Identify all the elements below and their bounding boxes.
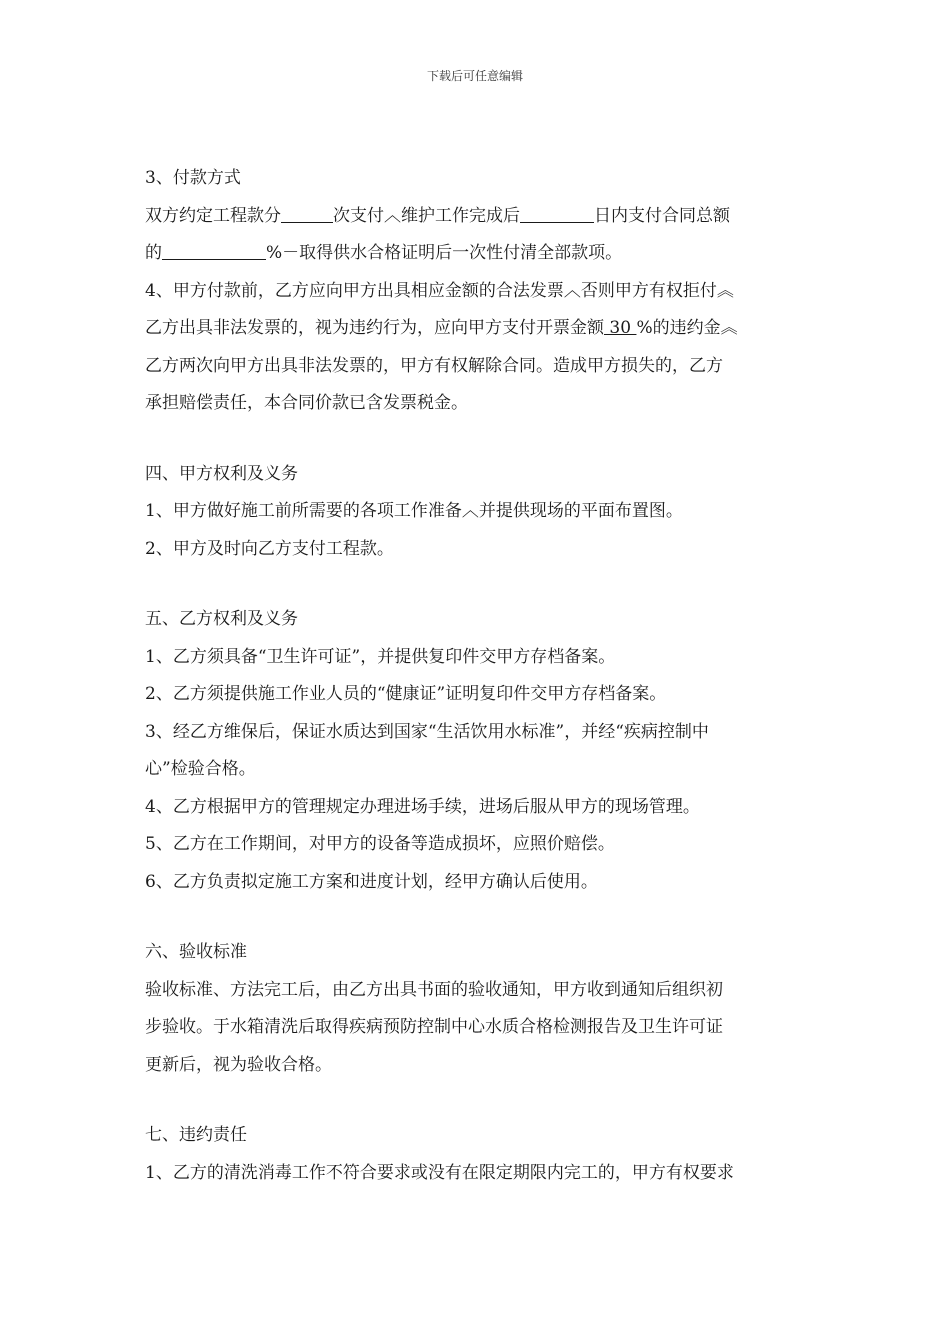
section-title-acceptance: 六、验收标准 — [145, 942, 247, 962]
blank-installments[interactable] — [281, 202, 333, 223]
page-header: 下载后可任意编辑 — [426, 69, 523, 83]
invoice-line-1: 4、甲方付款前，乙方应向甲方出具相应金额的合法发票︿否则甲方有权拒付︽ — [145, 280, 734, 301]
document-body — [145, 160, 810, 1192]
payment-line-1 — [145, 198, 810, 236]
section-title-party-b: 五、乙方权利及义务 — [145, 609, 298, 629]
penalty-percent: 30 — [604, 318, 637, 338]
party-a-item: 2、甲方及时向乙方支付工程款。 — [145, 538, 394, 559]
invoice-text: %的违约金︽ — [636, 318, 738, 338]
party-b-item: 3、经乙方维保后，保证水质达到国家“生活饮用水标准”，并经“疾病控制中 — [145, 721, 709, 742]
acceptance-line: 验收标准、方法完工后，由乙方出具书面的验收通知，甲方收到通知后组织初 — [145, 979, 723, 1000]
payment-text: 次支付︿维护工作完成后 — [333, 205, 520, 226]
liability-line: 1、乙方的清洗消毒工作不符合要求或没有在限定期限内完工的，甲方有权要求 — [145, 1162, 734, 1183]
payment-text: 日内支付合同总额 — [594, 205, 730, 226]
party-b-item: 2、乙方须提供施工作业人员的“健康证”证明复印件交甲方存档备案。 — [145, 684, 667, 704]
party-a-item: 1、甲方做好施工前所需要的各项工作准备︿并提供现场的平面布置图。 — [145, 501, 683, 521]
payment-text: 双方约定工程款分 — [145, 205, 281, 226]
invoice-line-2 — [145, 310, 810, 348]
blank-days[interactable] — [520, 202, 594, 223]
invoice-text: 乙方出具非法发票的，视为违约行为，应向甲方支付开票金额 — [145, 318, 604, 338]
section-title-payment: 3、付款方式 — [145, 168, 241, 188]
invoice-line-3: 乙方两次向甲方出具非法发票的，甲方有权解除合同。造成甲方损失的，乙方 — [145, 355, 723, 376]
party-b-item: 5、乙方在工作期间，对甲方的设备等造成损坏，应照价赔偿。 — [145, 834, 615, 854]
acceptance-line: 更新后，视为验收合格。 — [145, 1054, 332, 1075]
payment-line-2 — [145, 235, 810, 273]
party-b-item: 1、乙方须具备“卫生许可证”，并提供复印件交甲方存档备案。 — [145, 646, 616, 667]
party-b-item: 4、乙方根据甲方的管理规定办理进场手续，进场后服从甲方的现场管理。 — [145, 796, 700, 817]
section-title-liability: 七、违约责任 — [145, 1125, 247, 1145]
acceptance-line: 步验收。于水箱清洗后取得疾病预防控制中心水质合格检测报告及卫生许可证 — [145, 1017, 723, 1037]
section-title-party-a: 四、甲方权利及义务 — [145, 463, 298, 484]
payment-text: %－取得供水合格证明后一次性付清全部款项。 — [266, 243, 623, 263]
party-b-item: 6、乙方负责拟定施工方案和进度计划，经甲方确认后使用。 — [145, 871, 598, 892]
blank-percent[interactable] — [162, 239, 266, 260]
invoice-line-4: 承担赔偿责任，本合同价款已含发票税金。 — [145, 393, 468, 413]
party-b-item: 心”检验合格。 — [145, 759, 256, 779]
payment-text: 的 — [145, 243, 162, 263]
